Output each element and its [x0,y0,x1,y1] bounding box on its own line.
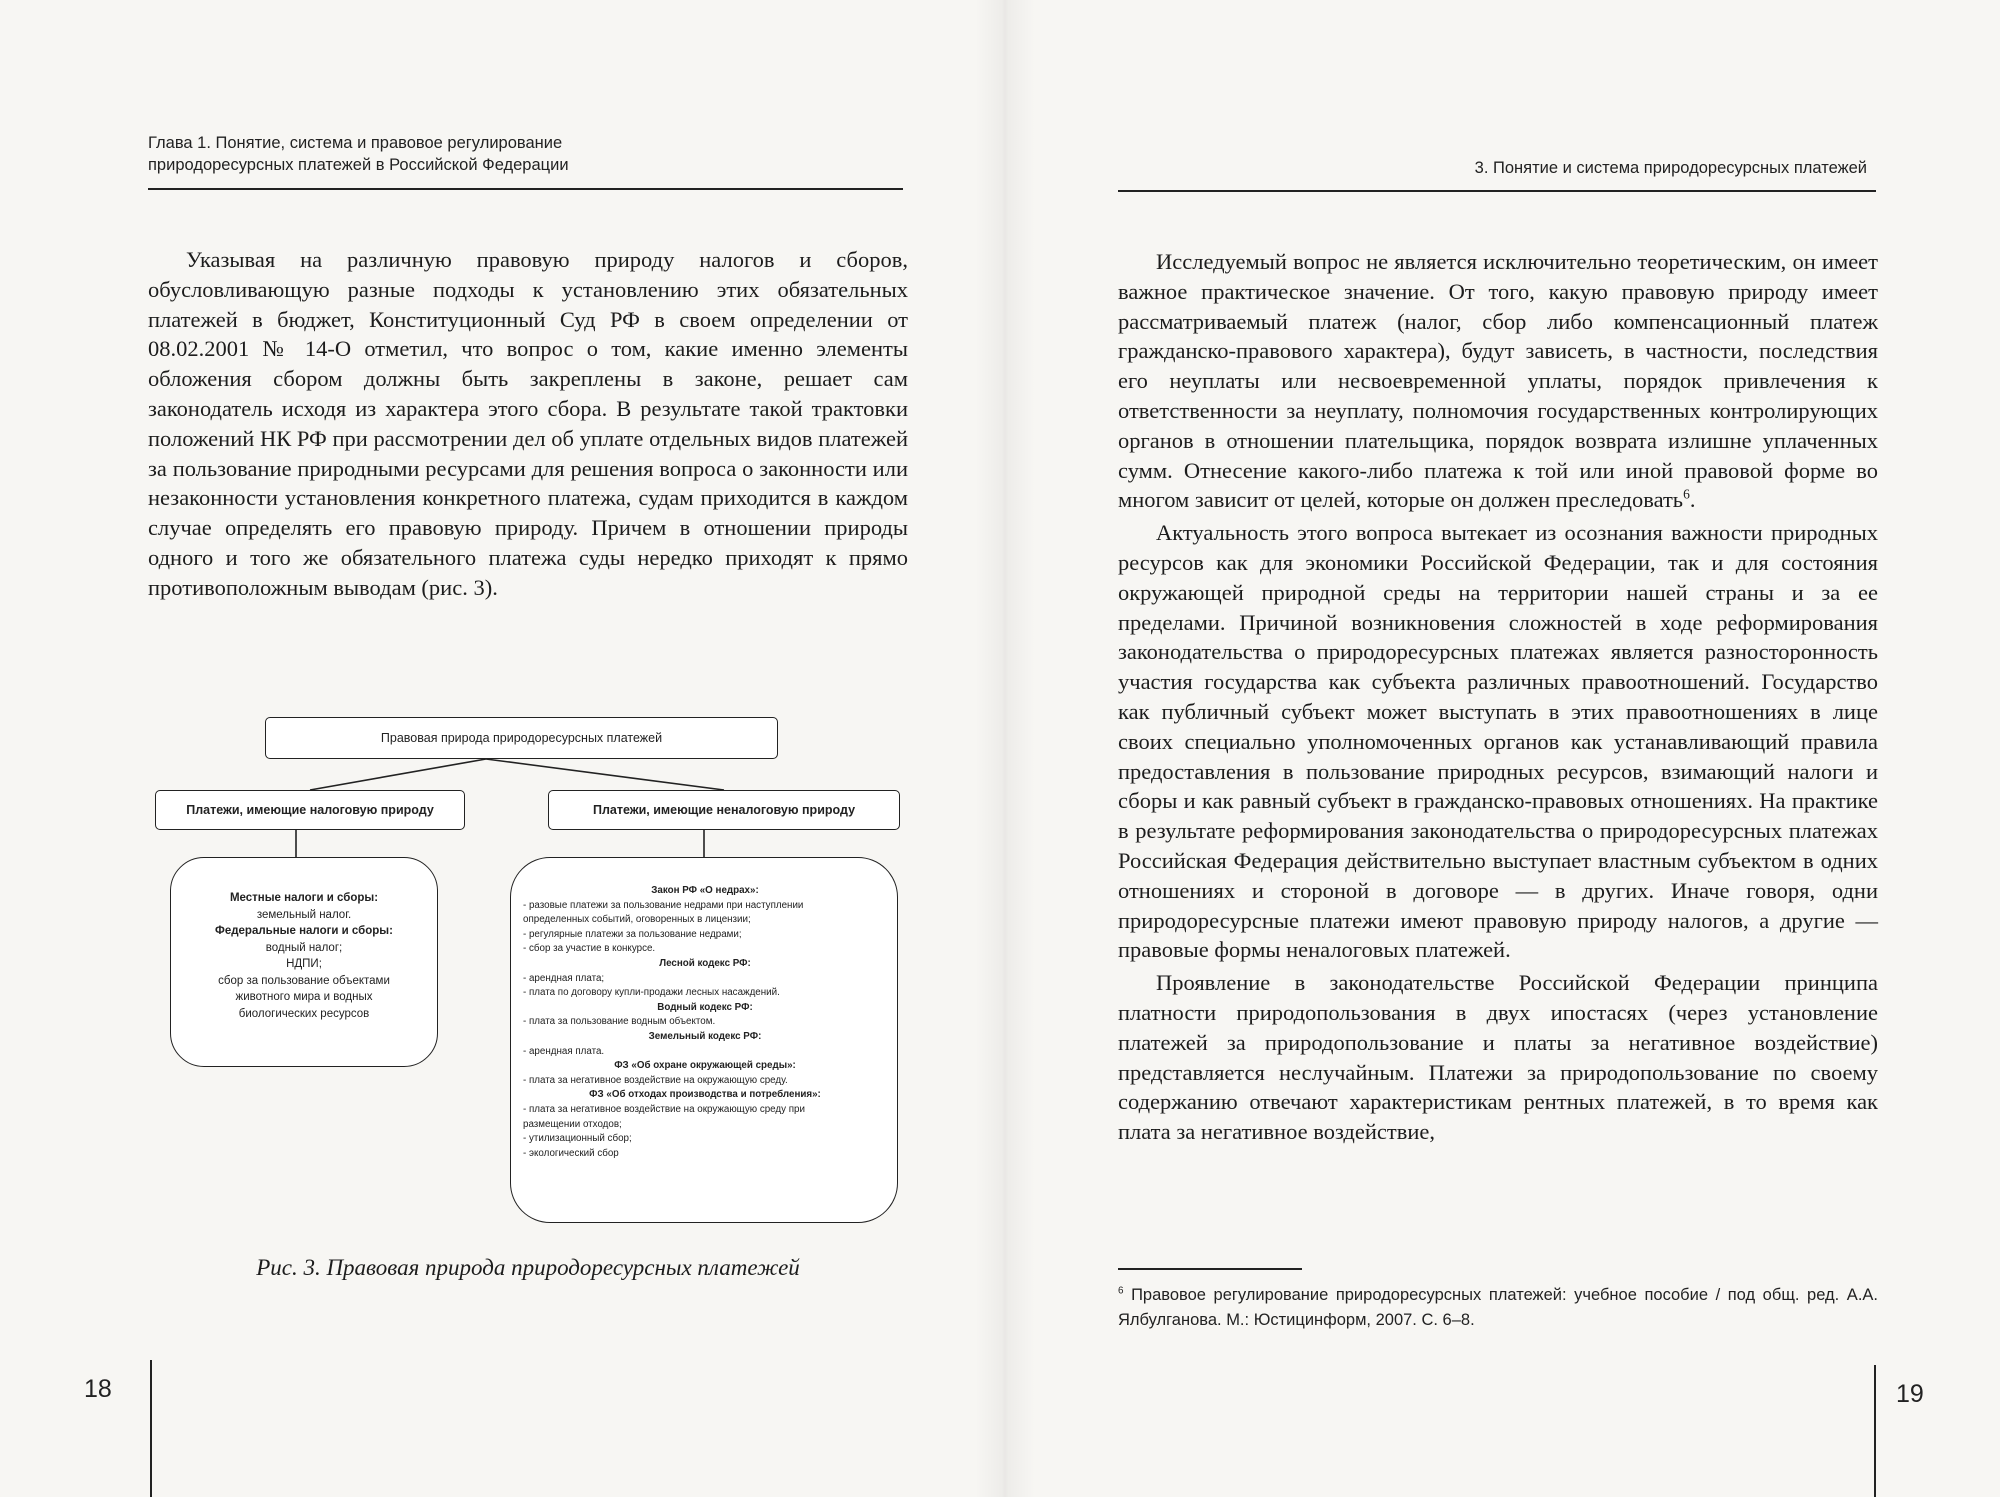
running-head-line: природоресурсных платежей в Российской Федерации [148,156,569,174]
list-heading: Местные налоги и сборы: [229,892,379,904]
list-item: - сбор за участие в конкурсе. [523,943,656,955]
paragraph: Указывая на различную правовую природу налогов и сборов, обусловливающую разные подходы к установлению этих обязательных платежей в бюджет, Конституционный Суд РФ в своем определении от 08.02.2001 № 14-О отметил, что вопрос о том, какие именно элементы обложения сбором должны быть закреплены в законе, решает сам законодатель исходя из характера этого сбора. В результате такой трактовки положений НК РФ при рассмотрении дел об уплате отдельных видов платежей за пользование природными ресурсами для решения вопроса о законности или незаконности установления конкретного платежа, судам приходится в каждом случае определять его правовую природу. Причем в отношении природы одного и того же обязательного платежа суды нередко приходят к прямо противоположным выводам (рис. 3). [148,247,908,600]
list-item: - арендная плата; [523,972,605,984]
list-item: животного мира и водных [235,991,373,1003]
footnote-rule [1118,1268,1302,1270]
list-item: - плата за негативное воздействие на окружающую среду при [523,1103,805,1115]
nontax-payments-list [510,857,898,1223]
left-header-rule [148,188,903,190]
right-running-head: 3. Понятие и система природоресурсных платежей [1474,159,1867,177]
list-item: биологических ресурсов [238,1007,370,1020]
connector-root-nontax [486,759,724,790]
right-margin-line [1874,1365,1876,1497]
list-item: - экологический сбор [523,1147,619,1159]
left-running-head [148,132,908,176]
right-body-text [1118,247,1878,1147]
list-heading: Лесной кодекс РФ: [659,957,751,969]
paragraph: Исследуемый вопрос не является исключительно теоретическим, он имеет важное практическое значение. От того, какую правовую природу имеет рассматриваемый платеж (налог, сбор либо компенсационный платеж гражданско-правового характера), будут зависеть, в частности, последствия его неуплаты или несвоевременной уплаты, порядок привлечения к ответственности за неуплату, полномочия государственных контролирующих органов в отношении плательщика, порядок возврата излишне уплаченных сумм. Отнесение какого-либо платежа к той или иной правовой форме во многом зависит от целей, которые он должен преследовать$^6$. [1118,249,1878,513]
list-item: земельный налог. [256,908,352,921]
list-heading: Федеральные налоги и сборы: [215,925,393,937]
connector-root-tax [310,759,486,790]
list-item: определенных событий, оговоренных в лицензии; [523,914,751,926]
left-margin-line [150,1360,152,1497]
nontax-nature-box: Платежи, имеющие неналоговую природу [548,790,900,830]
page-number-right: 19 [1896,1380,1924,1408]
list-item: НДПИ; [286,958,322,970]
list-heading: Земельный кодекс РФ: [648,1030,762,1042]
footnote-number: 6 [1118,1285,1124,1297]
paragraph: Проявление в законодательстве Российской Федерации принципа платности природопользования в двух ипостасях (через установление платежей за природопользование и платы за негативное воздействие) представляется неслучайным. Платежи за природопользование по своему содержанию отвечают характеристикам рентных платежей, в то время как плата за негативное воздействие, [1118,970,1878,1145]
list-item: - регулярные платежи за пользование недрами; [523,928,742,940]
tax-nature-box: Платежи, имеющие налоговую природу [155,790,465,830]
figure-caption: Рис. 3. Правовая природа природоресурсных платежей [256,1255,800,1280]
list-item: водный налог; [265,941,343,954]
list-item: - утилизационный сбор; [523,1133,632,1145]
legal-nature-diagram [148,715,908,1225]
right-header-rule [1118,190,1876,192]
list-item: размещении отходов; [523,1118,622,1130]
diagram-root-box: Правовая природа природоресурсных платежей [265,717,778,759]
footnote: $^6$ Правовое регулирование природоресурсных платежей: учебное пособие / под общ. ред. А.А. Ялбулганова. М.: Юстицинформ, 2007. С. 6–8. [1118,1285,1878,1329]
list-item: - плата по договору купли-продажи лесных насаждений. [523,987,780,999]
list-heading: Водный кодекс РФ: [657,1001,753,1013]
list-item: - плата за пользование водным объектом. [523,1016,716,1028]
list-item: - разовые платежи за пользование недрами при наступлении [523,899,804,911]
left-body-text [148,245,908,603]
list-heading: Закон РФ «О недрах»: [651,885,759,896]
list-heading: ФЗ «Об отходах производства и потребления»: [589,1089,821,1101]
list-item: сбор за пользование объектами [218,974,390,987]
list-item: - плата за негативное воздействие на окружающую среду. [523,1074,788,1086]
footnote-marker: 6 [1683,486,1690,502]
paragraph: Актуальность этого вопроса вытекает из осознания важности природных ресурсов как для экономики Российской Федерации, так и для состояния окружающей природной среды на территории нашей страны и за ее пределами. Причиной возникновения сложностей в ходе реформирования законодательства о природоресурсных платежах является разносторонность участия государства как субъекта различных правоотношений. Государство как публичный субъект может выступать в этих правоотношениях в лице своих специально уполномоченных органов как устанавливающий правила предоставления в пользование природных ресурсов, взимающий налоги и сборы и как равный субъект в гражданско-правовых отношениях. На практике в результате реформирования законодательства о природоресурсных платежах Российская Федерация действительно выступает властным субъектом в одних отношениях и стороной в договоре — в других. Иначе говоря, одни природоресурсные платежи имеют правовую природу налогов, а другие — правовые формы неналоговых платежей. [1118,520,1878,963]
running-head-line: Глава 1. Понятие, система и правовое регулирование [148,134,563,152]
tax-payments-list [170,857,438,1067]
list-item: - арендная плата. [523,1045,605,1057]
list-heading: ФЗ «Об охране окружающей среды»: [614,1060,796,1072]
page-number-left: 18 [84,1375,112,1403]
